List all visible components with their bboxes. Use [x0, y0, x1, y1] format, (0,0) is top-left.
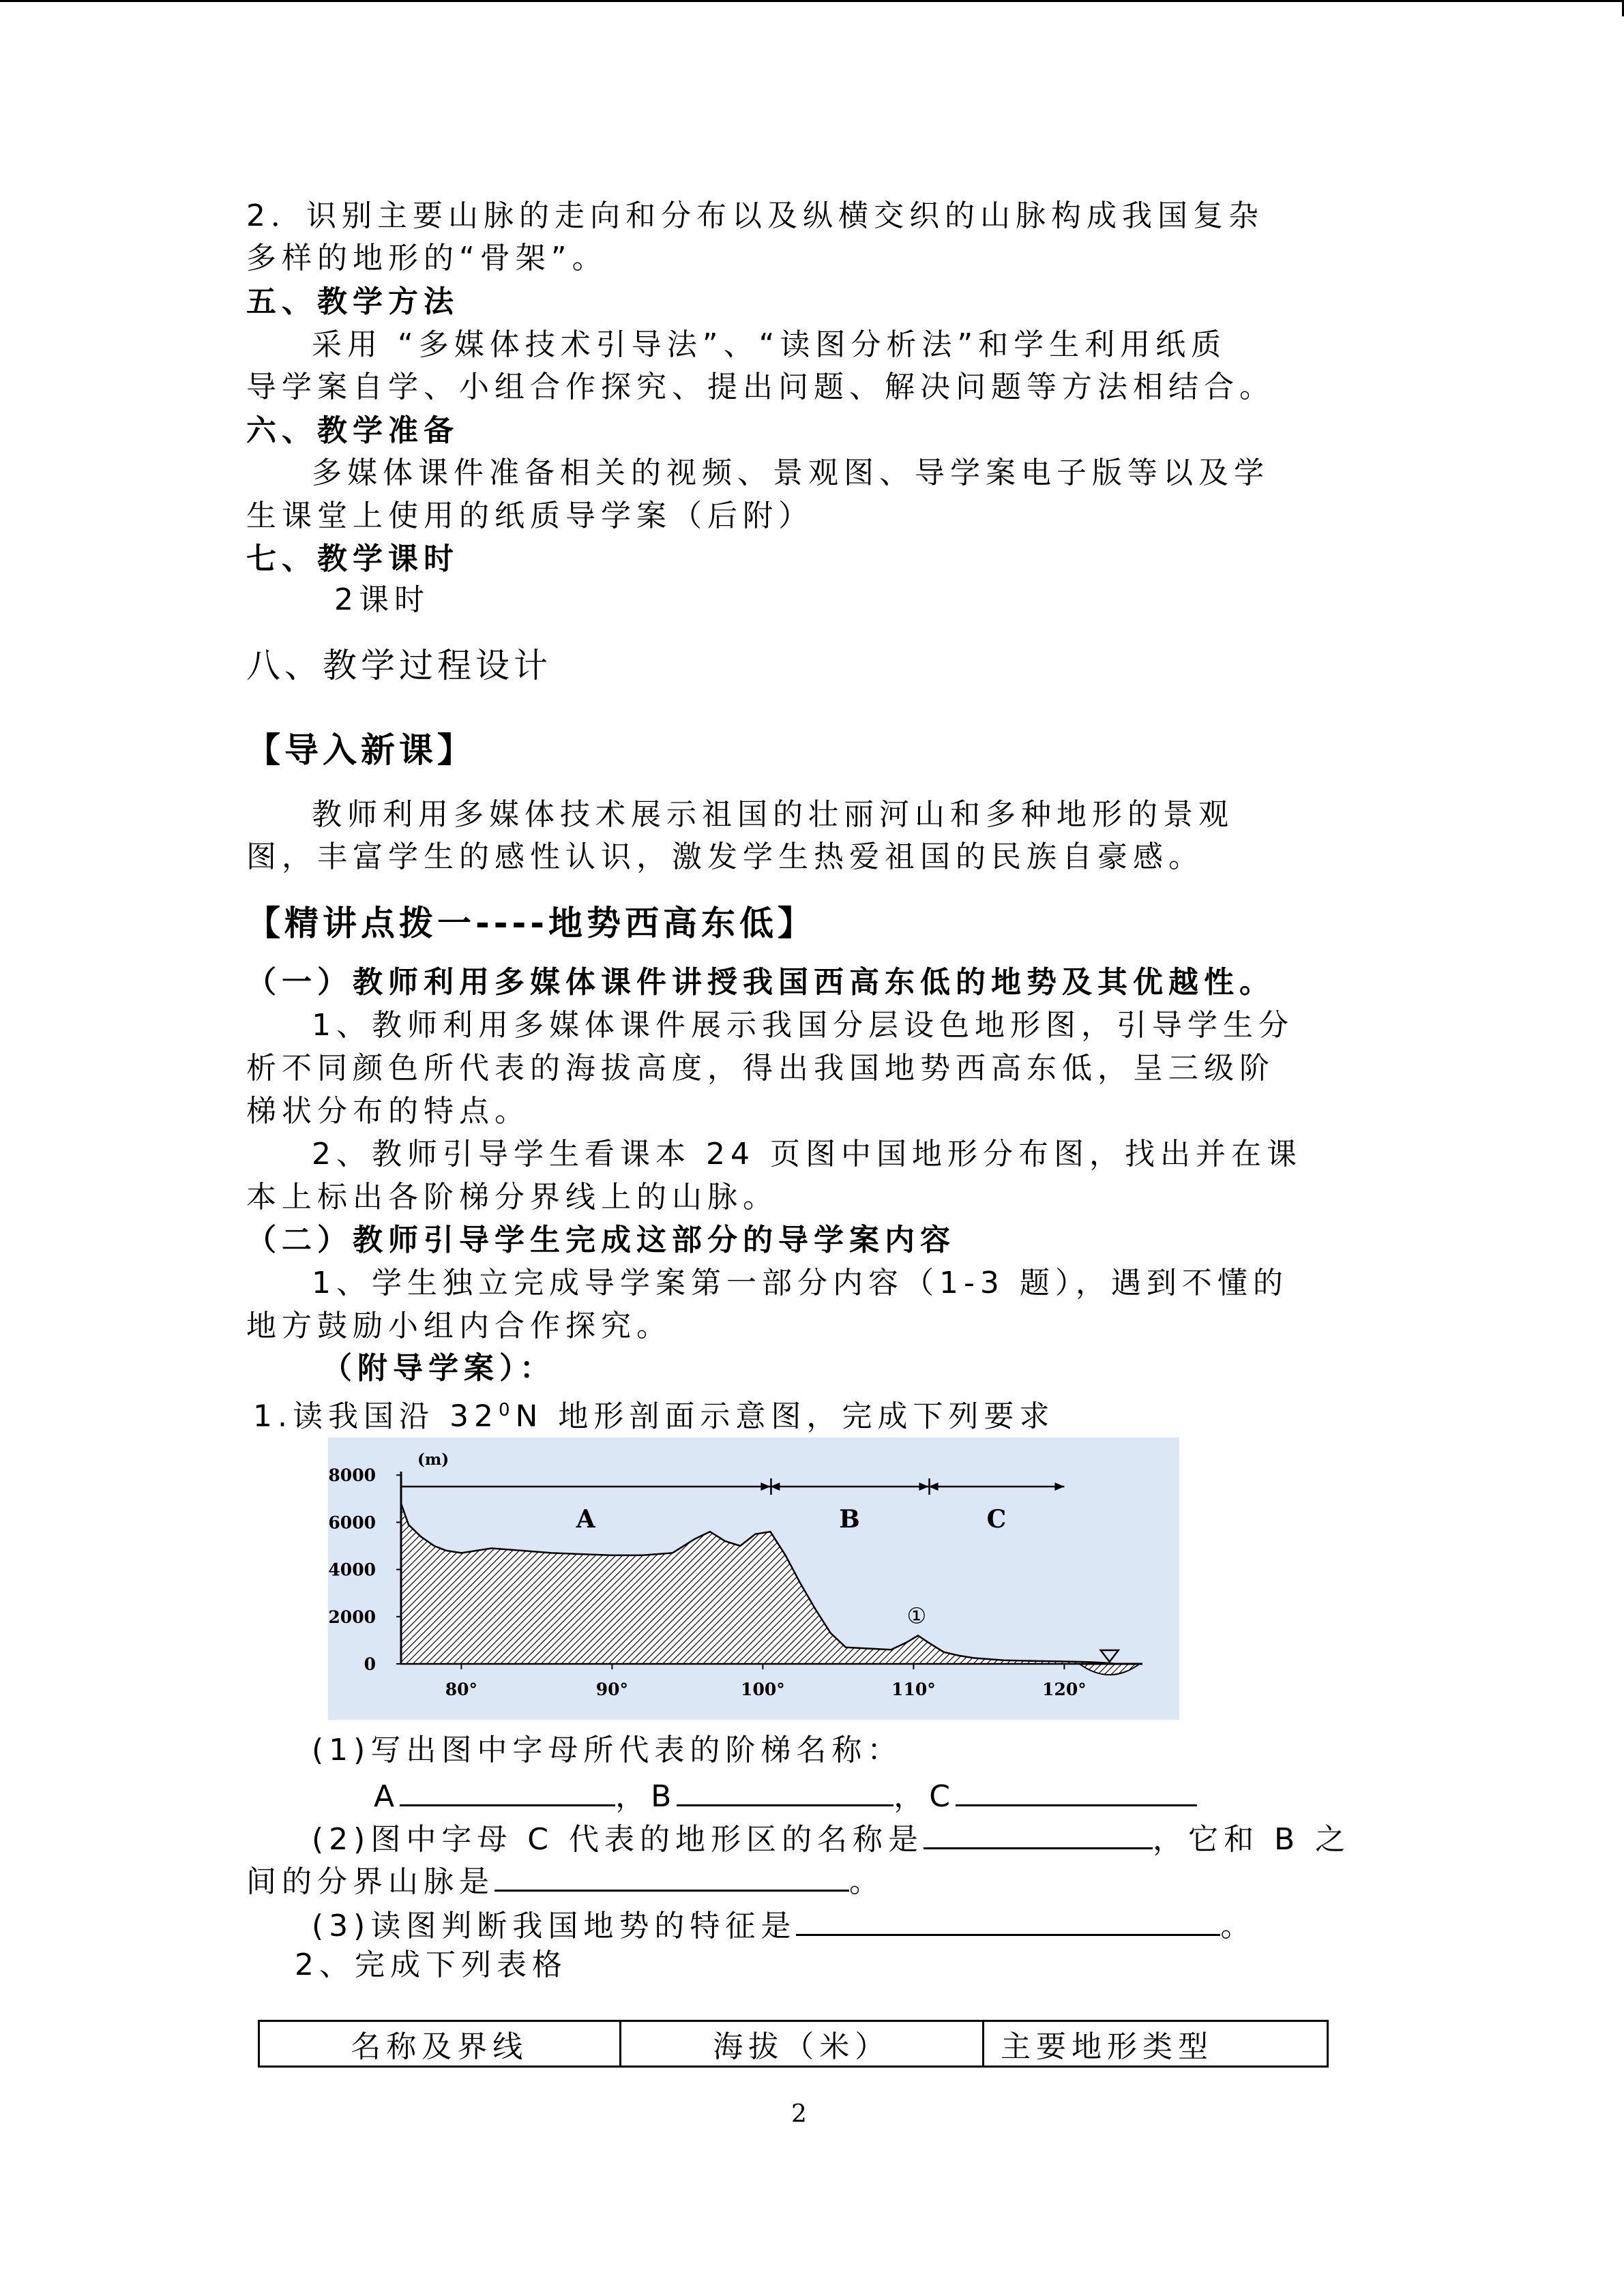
- region-label: A: [576, 1505, 595, 1534]
- circle-one-marker: ①: [906, 1602, 927, 1629]
- answer-blank-b[interactable]: [677, 1773, 894, 1806]
- answer-blank-terrain-feature[interactable]: [796, 1903, 1220, 1936]
- prep-line2: 生课堂上使用的纸质导学案（后附）: [246, 498, 814, 533]
- region-label: C: [986, 1505, 1007, 1534]
- step3-line1: 1、学生独立完成导学案第一部分内容（1-3 题），遇到不懂的: [312, 1266, 1288, 1300]
- objective-2-line1: 2．识别主要山脉的走向和分布以及纵横交织的山脉构成我国复杂: [246, 198, 1264, 233]
- objective-2-line2: 多样的地形的“骨架”。: [246, 241, 608, 275]
- y-axis-unit-label: (m): [417, 1450, 449, 1469]
- step2-line2: 本上标出各阶梯分界线上的山脉。: [246, 1180, 778, 1214]
- step1-line1: 1、教师利用多媒体课件展示我国分层设色地形图，引导学生分: [312, 1008, 1294, 1043]
- heading-intro: 【导入新课】: [246, 730, 475, 770]
- method-line2: 导学案自学、小组合作探究、提出问题、解决问题等方法相结合。: [246, 370, 1275, 404]
- step3-line2: 地方鼓励小组内合作探究。: [246, 1309, 672, 1343]
- heading-key-point-1: 【精讲点拨一----地势西高东低】: [246, 904, 816, 943]
- page-number: 2: [791, 2100, 807, 2128]
- sea-level-marker: [1101, 1650, 1119, 1662]
- heading-teaching-method: 五、教学方法: [246, 284, 459, 319]
- y-tick-label: 0: [364, 1654, 376, 1674]
- x-tick-label: 90°: [595, 1680, 629, 1699]
- page-top-border: [0, 0, 1624, 2]
- question-1-1-answers: A ，B ，C: [374, 1773, 1197, 1817]
- prep-line1: 多媒体课件准备相关的视频、景观图、导学案电子版等以及学: [312, 456, 1269, 490]
- step2-line1: 2、教师引导学生看课本 24 页图中国地形分布图，找出并在课: [312, 1137, 1302, 1172]
- region-arrow-head-right: [1054, 1482, 1064, 1491]
- region-arrow-head-right: [761, 1482, 770, 1491]
- region-label: B: [839, 1505, 860, 1534]
- answer-blank-c[interactable]: [956, 1773, 1197, 1806]
- intro-line2: 图，丰富学生的感性认识，激发学生热爱祖国的民族自豪感。: [246, 839, 1204, 874]
- table-header-cell: 名称及界线: [259, 2021, 621, 2067]
- land-profile: [401, 1504, 1140, 1664]
- sea-area: [1080, 1664, 1140, 1675]
- question-1-1: (1)写出图中字母所代表的阶梯名称：: [312, 1733, 903, 1768]
- ladder-table: [258, 2020, 1329, 2068]
- x-tick-label: 110°: [891, 1680, 936, 1699]
- subheading-2: （二）教师引导学生完成这部分的导学案内容: [246, 1223, 956, 1257]
- question-2-title: 2、完成下列表格: [295, 1948, 567, 1982]
- table-header-cell: 主要地形类型: [984, 2021, 1328, 2067]
- table-header-row: [259, 2021, 1328, 2067]
- attached-worksheet-label: （附导学案）：: [322, 1351, 555, 1386]
- answer-blank-region-c[interactable]: [924, 1816, 1153, 1849]
- x-tick-label: 100°: [741, 1680, 785, 1699]
- step1-line3: 梯状分布的特点。: [246, 1094, 530, 1129]
- degree-superscript: 0: [498, 1400, 516, 1420]
- heading-process-design: 八、教学过程设计: [246, 646, 552, 685]
- terrain-profile-figure: [328, 1437, 1179, 1720]
- x-tick-label: 120°: [1042, 1680, 1087, 1699]
- x-tick-label: 80°: [445, 1680, 478, 1699]
- question-1-title: 1.读我国沿 $32^0N$ 地形剖面示意图，完成下列要求: [253, 1399, 1055, 1434]
- method-line1: 采用 “多媒体技术引导法”、“读图分析法”和学生利用纸质: [312, 327, 1227, 362]
- subheading-1: （一）教师利用多媒体课件讲授我国西高东低的地势及其优越性。: [246, 965, 1275, 1000]
- intro-line1: 教师利用多媒体技术展示祖国的壮丽河山和多种地形的景观: [312, 797, 1234, 832]
- step1-line2: 析不同颜色所代表的海拔高度，得出我国地势西高东低，呈三级阶: [246, 1051, 1275, 1086]
- y-tick-label: 2000: [328, 1607, 376, 1627]
- heading-teaching-prep: 六、教学准备: [246, 413, 459, 448]
- y-tick-label: 8000: [328, 1465, 376, 1486]
- y-tick-label: 6000: [328, 1512, 376, 1533]
- terrain-profile-chart: [328, 1437, 1179, 1720]
- answer-blank-boundary-mountain[interactable]: [494, 1858, 849, 1892]
- class-hours-value: 2课时: [334, 582, 430, 617]
- table-header-cell: 海拔（米）: [620, 2021, 983, 2067]
- question-1-2-line1: (2)图中字母 C 代表的地形区的名称是 ，它和 B 之: [312, 1816, 1350, 1860]
- question-1-3: (3)读图判断我国地势的特征是 。: [312, 1903, 1256, 1947]
- region-arrow-head-right: [919, 1482, 929, 1491]
- y-tick-label: 4000: [328, 1560, 376, 1580]
- question-1-2-line2: 间的分界山脉是 。: [246, 1858, 885, 1903]
- heading-class-hours: 七、教学课时: [246, 541, 459, 576]
- answer-blank-a[interactable]: [400, 1773, 615, 1806]
